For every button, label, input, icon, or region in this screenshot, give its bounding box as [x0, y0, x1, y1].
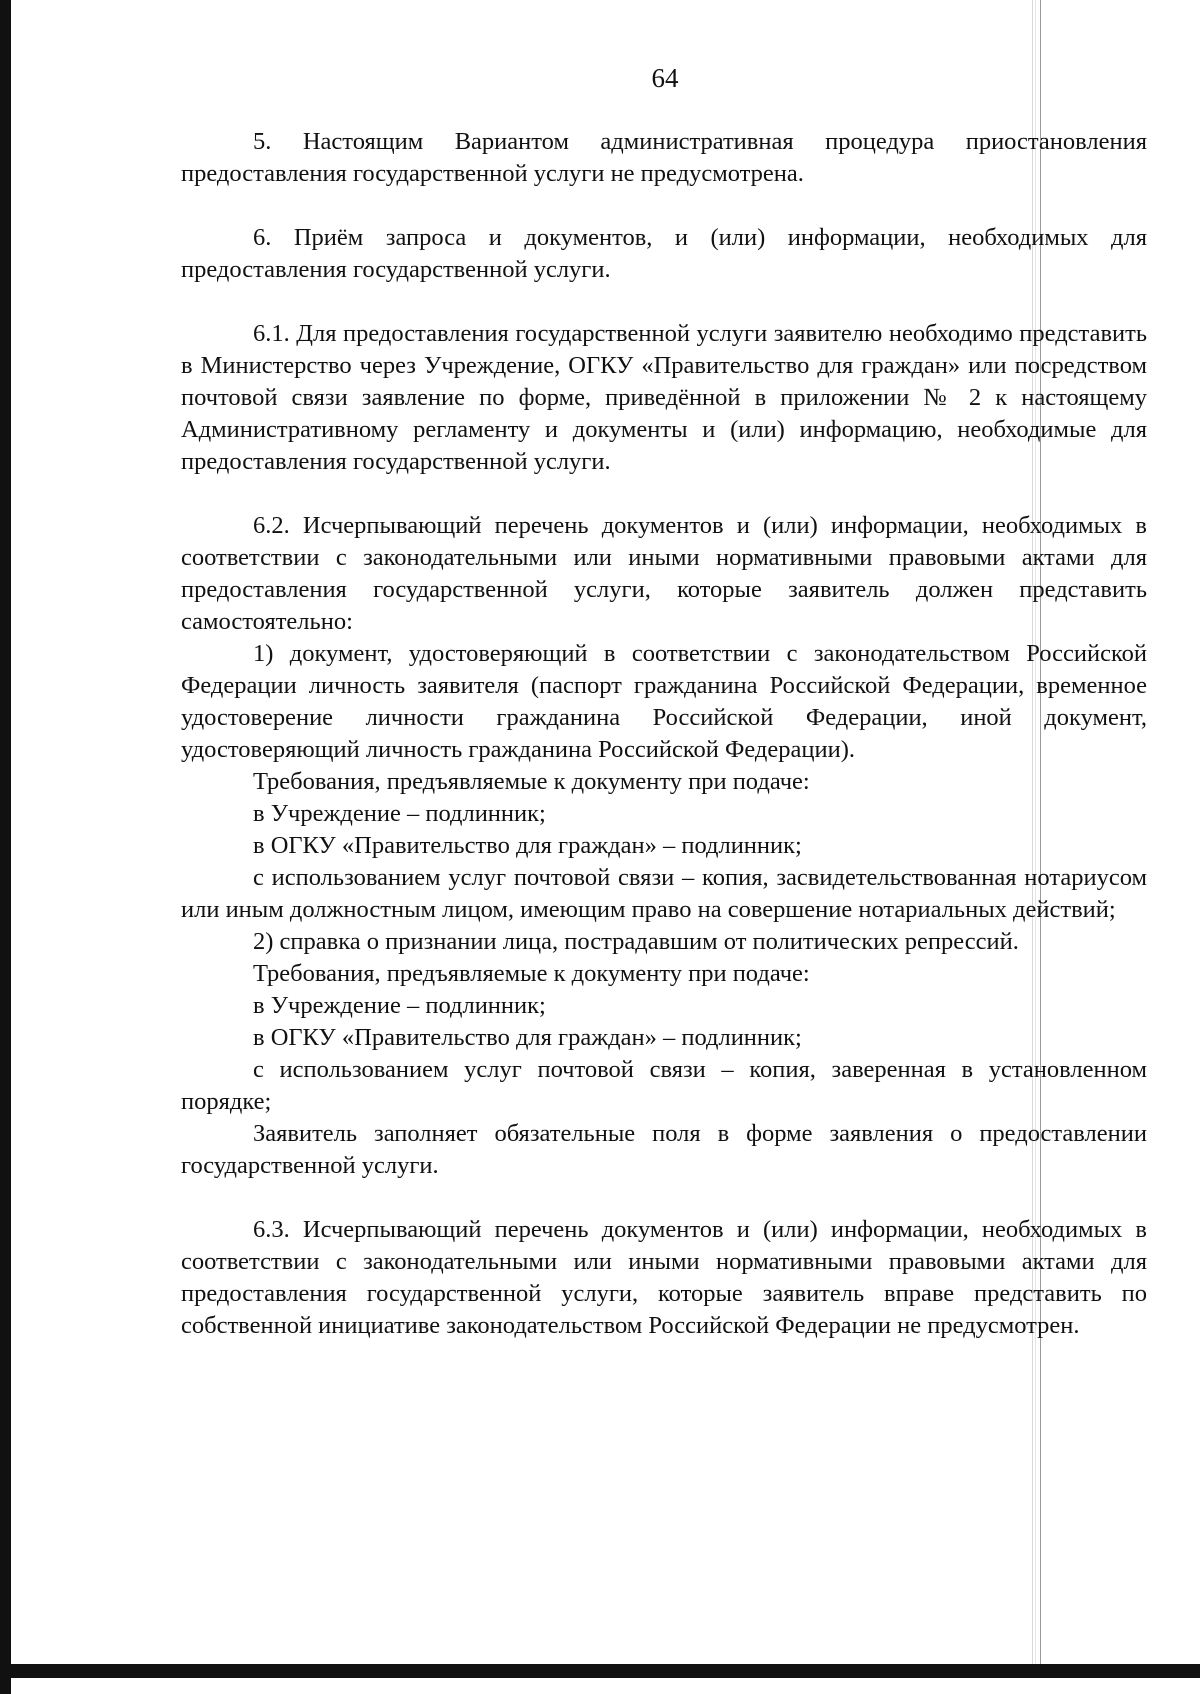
- list-item-repression-certificate: 2) справка о признании лица, пострадавшим от политических репрессий.: [253, 928, 1019, 955]
- applicant-fills-form-note: Заявитель заполняет обязательные поля в форме заявления о предоставлении государственной услуги.: [181, 1120, 1147, 1179]
- scan-edge-bottom: [0, 1664, 1200, 1678]
- requirement-postal: с использованием услуг почтовой связи – копия, засвидетельствованная нотариусом или иным должностным лицом, имеющим право на совершение нотариальных действий;: [181, 864, 1147, 923]
- requirement-ogku: в ОГКУ «Правительство для граждан» – подлинник;: [253, 1024, 802, 1051]
- scan-edge-left: [0, 0, 11, 1694]
- paragraph-6-heading: 6. Приём запроса и документов, и (или) информации, необходимых для предоставления государственной услуги.: [181, 224, 1147, 283]
- page-number: 64: [651, 63, 679, 93]
- paragraph-6-1: 6.1. Для предоставления государственной услуги заявителю необходимо представить в Министерство через Учреждение, ОГКУ «Правительство для граждан» или посредством почтовой связи заявление по форме, приведённой в приложении № 2 к настоящему Административному регламенту и документы и (или) информацию, необходимые для предоставления государственной услуги.: [181, 320, 1147, 475]
- requirements-heading: Требования, предъявляемые к документу при подаче:: [253, 768, 810, 795]
- requirement-institution: в Учреждение – подлинник;: [253, 992, 546, 1019]
- paragraph-5: 5. Настоящим Вариантом административная процедура приостановления предоставления государственной услуги не предусмотрена.: [181, 128, 1147, 187]
- document-body: [181, 126, 1147, 1342]
- requirements-heading: Требования, предъявляемые к документу при подаче:: [253, 960, 810, 987]
- paragraph-6-3: 6.3. Исчерпывающий перечень документов и (или) информации, необходимых в соответствии с законодательными или иными нормативными правовыми актами для предоставления государственной услуги, которые заявитель вправе представить по собственной инициативе законодательством Российской Федерации не предусмотрен.: [181, 1216, 1147, 1339]
- paragraph-6-2: 6.2. Исчерпывающий перечень документов и (или) информации, необходимых в соответствии с законодательными или иными нормативными правовыми актами для предоставления государственной услуги, которые заявитель должен представить самостоятельно:: [181, 512, 1147, 635]
- requirement-postal: с использованием услуг почтовой связи – копия, заверенная в установленном порядке;: [181, 1056, 1147, 1115]
- list-item-identity-document: 1) документ, удостоверяющий в соответствии с законодательством Российской Федерации личность заявителя (паспорт гражданина Российской Федерации, временное удостоверение личности гражданина Российской Федерации, иной документ, удостоверяющий личность гражданина Российской Федерации).: [181, 640, 1147, 763]
- requirement-institution: в Учреждение – подлинник;: [253, 800, 546, 827]
- requirement-ogku: в ОГКУ «Правительство для граждан» – подлинник;: [253, 832, 802, 859]
